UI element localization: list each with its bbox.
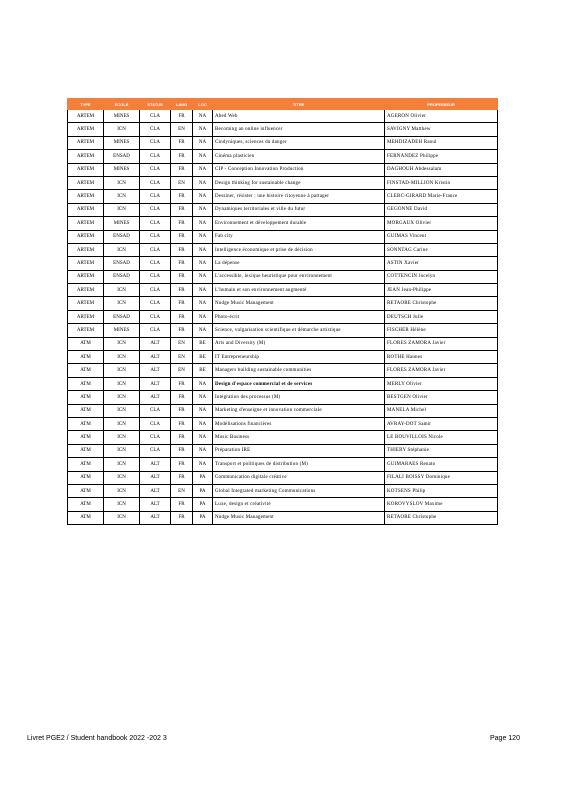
cell-type: ARTEM <box>68 123 104 136</box>
cell-ecole: ICN <box>104 471 140 484</box>
cell-lang: EN <box>171 484 193 497</box>
cell-lang: FR <box>171 391 193 404</box>
cell-titre: Design thinking for sustainable change <box>213 176 385 189</box>
footer-handbook-label: Livret PGE2 / Student handbook 2022 -202 3 <box>27 735 167 742</box>
cell-type: ATM <box>68 471 104 484</box>
cell-professeur: RETAORE Christophe <box>385 511 498 524</box>
cell-titre: Luxe, design et créativité <box>213 498 385 511</box>
cell-type: ATM <box>68 444 104 457</box>
cell-professeur: KOROVYSLOV Maxime <box>385 498 498 511</box>
cell-lang: FR <box>171 190 193 203</box>
cell-lang: EN <box>171 337 193 350</box>
cell-ecole: ENSAD <box>104 230 140 243</box>
cell-ecole: ICN <box>104 351 140 364</box>
course-table <box>67 98 498 525</box>
cell-titre: CIP - Conception Innovation Production <box>213 163 385 176</box>
table-row <box>68 270 498 283</box>
cell-loc: NA <box>193 297 213 310</box>
cell-ecole: ICN <box>104 284 140 297</box>
cell-ecole: ENSAD <box>104 310 140 323</box>
cell-type: ARTEM <box>68 136 104 149</box>
cell-type: ATM <box>68 498 104 511</box>
cell-ecole: ICN <box>104 391 140 404</box>
footer-page-number: Page 120 <box>490 735 520 742</box>
table-row <box>68 498 498 511</box>
cell-lang: EN <box>171 123 193 136</box>
cell-status: ALT <box>140 377 171 390</box>
cell-loc: NA <box>193 176 213 189</box>
cell-professeur: FINSTAD-MILLION Kristin <box>385 176 498 189</box>
table-row <box>68 190 498 203</box>
cell-loc: NA <box>193 391 213 404</box>
cell-loc: NA <box>193 203 213 216</box>
cell-loc: NA <box>193 163 213 176</box>
cell-type: ARTEM <box>68 203 104 216</box>
cell-loc: NA <box>193 284 213 297</box>
cell-type: ATM <box>68 458 104 471</box>
cell-ecole: MINES <box>104 324 140 337</box>
cell-lang: FR <box>171 203 193 216</box>
cell-status: CLA <box>140 404 171 417</box>
cell-professeur: LE BOUVILLOIS Nicole <box>385 431 498 444</box>
cell-titre: Intelligence économique et prise de décision <box>213 243 385 256</box>
cell-status: CLA <box>140 324 171 337</box>
cell-loc: NA <box>193 257 213 270</box>
cell-loc: NA <box>193 377 213 390</box>
table-row <box>68 458 498 471</box>
table-row <box>68 391 498 404</box>
cell-lang: FR <box>171 163 193 176</box>
cell-status: CLA <box>140 150 171 163</box>
cell-loc: PA <box>193 471 213 484</box>
cell-titre: Nudge Music Management <box>213 297 385 310</box>
cell-lang: FR <box>171 243 193 256</box>
cell-type: ARTEM <box>68 297 104 310</box>
cell-professeur: MEHDIZADEH Raoul <box>385 136 498 149</box>
cell-lang: FR <box>171 377 193 390</box>
table-row <box>68 431 498 444</box>
cell-type: ATM <box>68 364 104 377</box>
cell-ecole: ENSAD <box>104 150 140 163</box>
cell-titre: Dessiner, résister : une histoire citoyenne à partager <box>213 190 385 203</box>
cell-loc: NA <box>193 417 213 430</box>
cell-professeur: FERNANDEZ Philippe <box>385 150 498 163</box>
cell-ecole: ICN <box>104 190 140 203</box>
cell-type: ARTEM <box>68 257 104 270</box>
cell-ecole: ICN <box>104 404 140 417</box>
cell-titre: Managers building sustainable communities <box>213 364 385 377</box>
cell-ecole: ICN <box>104 417 140 430</box>
cell-titre: Préparation IRE <box>213 444 385 457</box>
cell-professeur: KOTSENS Philip <box>385 484 498 497</box>
cell-lang: EN <box>171 364 193 377</box>
cell-ecole: ICN <box>104 511 140 524</box>
table-row <box>68 150 498 163</box>
cell-titre: Design d'espace commercial et de services <box>213 377 385 390</box>
cell-type: ARTEM <box>68 310 104 323</box>
cell-type: ATM <box>68 417 104 430</box>
cell-status: CLA <box>140 243 171 256</box>
table-row <box>68 337 498 350</box>
cell-status: ALT <box>140 458 171 471</box>
cell-type: ATM <box>68 404 104 417</box>
cell-professeur: FISCHER Hélène <box>385 324 498 337</box>
table-row <box>68 123 498 136</box>
cell-loc: NA <box>193 270 213 283</box>
cell-ecole: ICN <box>104 458 140 471</box>
cell-status: CLA <box>140 203 171 216</box>
cell-titre: Environnement et développement durable <box>213 217 385 230</box>
cell-titre: Nudge Music Management <box>213 511 385 524</box>
cell-status: CLA <box>140 176 171 189</box>
cell-professeur: ROTHE Hannes <box>385 351 498 364</box>
cell-type: ATM <box>68 431 104 444</box>
cell-ecole: ICN <box>104 377 140 390</box>
cell-professeur: DAGHOUH Abdessalam <box>385 163 498 176</box>
cell-type: ARTEM <box>68 176 104 189</box>
cell-status: ALT <box>140 337 171 350</box>
table-row <box>68 364 498 377</box>
cell-status: CLA <box>140 257 171 270</box>
cell-titre: Cindyniques, sciences du danger <box>213 136 385 149</box>
cell-loc: BE <box>193 364 213 377</box>
cell-type: ATM <box>68 337 104 350</box>
cell-professeur: THIERY Stéphanie <box>385 444 498 457</box>
cell-lang: FR <box>171 270 193 283</box>
cell-titre: Becoming an online influencer <box>213 123 385 136</box>
cell-lang: FR <box>171 230 193 243</box>
cell-lang: FR <box>171 150 193 163</box>
cell-titre: Fab city <box>213 230 385 243</box>
table-row <box>68 377 498 390</box>
cell-type: ARTEM <box>68 150 104 163</box>
cell-ecole: MINES <box>104 136 140 149</box>
cell-titre: Marketing d'enseigne et innovation commerciale <box>213 404 385 417</box>
cell-status: CLA <box>140 270 171 283</box>
cell-status: CLA <box>140 310 171 323</box>
table-row <box>68 310 498 323</box>
cell-status: CLA <box>140 217 171 230</box>
cell-professeur: RETAORE Christophe <box>385 297 498 310</box>
cell-lang: EN <box>171 351 193 364</box>
cell-lang: FR <box>171 297 193 310</box>
cell-status: CLA <box>140 444 171 457</box>
cell-status: CLA <box>140 284 171 297</box>
cell-lang: FR <box>171 417 193 430</box>
header-titre: TITRE <box>213 99 385 110</box>
cell-professeur: GUIMARAES Renato <box>385 458 498 471</box>
table-row <box>68 110 498 123</box>
cell-ecole: ICN <box>104 498 140 511</box>
table-row <box>68 444 498 457</box>
table-row <box>68 176 498 189</box>
cell-lang: EN <box>171 176 193 189</box>
cell-type: ARTEM <box>68 243 104 256</box>
cell-loc: NA <box>193 444 213 457</box>
cell-ecole: ICN <box>104 243 140 256</box>
cell-professeur: CLERC-GIRARD Marie-France <box>385 190 498 203</box>
cell-professeur: MORGAUX Olivier <box>385 217 498 230</box>
cell-loc: NA <box>193 123 213 136</box>
cell-lang: FR <box>171 511 193 524</box>
cell-type: ATM <box>68 351 104 364</box>
header-professeur: PROFESSEUR <box>385 99 498 110</box>
cell-status: ALT <box>140 391 171 404</box>
cell-type: ARTEM <box>68 110 104 123</box>
cell-loc: NA <box>193 230 213 243</box>
cell-status: CLA <box>140 417 171 430</box>
cell-lang: FR <box>171 324 193 337</box>
cell-titre: Modélisations financières <box>213 417 385 430</box>
cell-titre: Global Integrated marketing Communications <box>213 484 385 497</box>
cell-status: CLA <box>140 431 171 444</box>
cell-status: ALT <box>140 471 171 484</box>
table-row <box>68 217 498 230</box>
cell-professeur: SONNTAG Carine <box>385 243 498 256</box>
cell-status: ALT <box>140 364 171 377</box>
cell-status: CLA <box>140 297 171 310</box>
cell-ecole: ICN <box>104 364 140 377</box>
cell-lang: FR <box>171 404 193 417</box>
cell-loc: NA <box>193 243 213 256</box>
table-row <box>68 203 498 216</box>
cell-ecole: ICN <box>104 444 140 457</box>
table-row <box>68 484 498 497</box>
cell-professeur: FLORES ZAMORA Javier <box>385 337 498 350</box>
cell-loc: NA <box>193 310 213 323</box>
cell-titre: IT Entrepreneurship <box>213 351 385 364</box>
cell-status: CLA <box>140 163 171 176</box>
cell-status: ALT <box>140 351 171 364</box>
cell-loc: NA <box>193 404 213 417</box>
cell-type: ARTEM <box>68 324 104 337</box>
table-row <box>68 471 498 484</box>
header-type: TYPE <box>68 99 104 110</box>
cell-type: ARTEM <box>68 190 104 203</box>
cell-status: CLA <box>140 110 171 123</box>
cell-loc: NA <box>193 110 213 123</box>
cell-loc: NA <box>193 431 213 444</box>
cell-professeur: ASTIN Xavier <box>385 257 498 270</box>
cell-ecole: MINES <box>104 163 140 176</box>
cell-ecole: ICN <box>104 203 140 216</box>
cell-type: ARTEM <box>68 270 104 283</box>
cell-type: ATM <box>68 484 104 497</box>
cell-ecole: MINES <box>104 110 140 123</box>
cell-titre: Intégration des processus (M) <box>213 391 385 404</box>
cell-type: ARTEM <box>68 217 104 230</box>
cell-titre: Music Business <box>213 431 385 444</box>
cell-status: CLA <box>140 230 171 243</box>
cell-titre: Communication digitale créative <box>213 471 385 484</box>
cell-loc: NA <box>193 136 213 149</box>
table-header-row <box>68 99 498 110</box>
cell-lang: FR <box>171 284 193 297</box>
cell-ecole: MINES <box>104 217 140 230</box>
table-row <box>68 351 498 364</box>
cell-lang: FR <box>171 458 193 471</box>
cell-lang: FR <box>171 471 193 484</box>
cell-professeur: GEGONNE David <box>385 203 498 216</box>
cell-titre: Arts and Diversity (M) <box>213 337 385 350</box>
cell-type: ATM <box>68 377 104 390</box>
cell-ecole: ICN <box>104 484 140 497</box>
cell-titre: L'humain et son environnement augmenté <box>213 284 385 297</box>
cell-loc: NA <box>193 150 213 163</box>
cell-status: ALT <box>140 498 171 511</box>
table-row <box>68 284 498 297</box>
cell-loc: BE <box>193 337 213 350</box>
cell-lang: FR <box>171 498 193 511</box>
cell-ecole: ICN <box>104 123 140 136</box>
cell-status: ALT <box>140 484 171 497</box>
table-row <box>68 243 498 256</box>
cell-professeur: BESTGEN Olivier <box>385 391 498 404</box>
header-ecole: ECOLE <box>104 99 140 110</box>
table-row <box>68 163 498 176</box>
cell-loc: BE <box>193 351 213 364</box>
cell-titre: Photo-écrit <box>213 310 385 323</box>
table-row <box>68 297 498 310</box>
cell-loc: NA <box>193 217 213 230</box>
cell-professeur: DEUTSCH Julie <box>385 310 498 323</box>
table-row <box>68 511 498 524</box>
cell-status: CLA <box>140 190 171 203</box>
cell-titre: Transport et politiques de distribution (M) <box>213 458 385 471</box>
cell-type: ARTEM <box>68 284 104 297</box>
cell-professeur: MANELA Michel <box>385 404 498 417</box>
table-row <box>68 324 498 337</box>
cell-titre: Dynamiques territoriales et ville du futur <box>213 203 385 216</box>
cell-titre: Cinéma plasticien <box>213 150 385 163</box>
cell-lang: FR <box>171 431 193 444</box>
cell-professeur: MERLY Olivier <box>385 377 498 390</box>
cell-status: ALT <box>140 511 171 524</box>
header-loc: LOC <box>193 99 213 110</box>
cell-ecole: ICN <box>104 176 140 189</box>
cell-type: ARTEM <box>68 230 104 243</box>
table-row <box>68 230 498 243</box>
header-status: STATUS <box>140 99 171 110</box>
header-lang: LANG <box>171 99 193 110</box>
cell-type: ATM <box>68 391 104 404</box>
cell-loc: NA <box>193 324 213 337</box>
cell-loc: PA <box>193 484 213 497</box>
cell-lang: FR <box>171 444 193 457</box>
table-row <box>68 417 498 430</box>
cell-professeur: FLORES ZAMORA Javier <box>385 364 498 377</box>
cell-titre: Science, vulgarisation scientifique et démarche artistique <box>213 324 385 337</box>
table-row <box>68 136 498 149</box>
cell-ecole: ICN <box>104 431 140 444</box>
cell-titre: Abed Web <box>213 110 385 123</box>
cell-status: CLA <box>140 136 171 149</box>
cell-type: ARTEM <box>68 163 104 176</box>
cell-ecole: ENSAD <box>104 257 140 270</box>
cell-lang: FR <box>171 257 193 270</box>
table-body <box>68 110 498 525</box>
cell-type: ATM <box>68 511 104 524</box>
cell-ecole: ENSAD <box>104 270 140 283</box>
table-row <box>68 257 498 270</box>
cell-titre: L'accessible, lexique heuristique pour environnement <box>213 270 385 283</box>
cell-professeur: AGERON Olivier <box>385 110 498 123</box>
cell-status: CLA <box>140 123 171 136</box>
cell-loc: NA <box>193 190 213 203</box>
cell-loc: PA <box>193 511 213 524</box>
cell-professeur: GUIMAS Vincent <box>385 230 498 243</box>
cell-ecole: ICN <box>104 297 140 310</box>
cell-professeur: SAVIGNY Matthew <box>385 123 498 136</box>
cell-lang: FR <box>171 136 193 149</box>
cell-lang: FR <box>171 110 193 123</box>
cell-loc: PA <box>193 498 213 511</box>
cell-professeur: FILALI BOISSY Dominique <box>385 471 498 484</box>
cell-professeur: COTTENCIN Jocelyn <box>385 270 498 283</box>
cell-titre: La dépense <box>213 257 385 270</box>
cell-loc: NA <box>193 458 213 471</box>
cell-professeur: JEAN Jean-Philippe <box>385 284 498 297</box>
cell-ecole: ICN <box>104 337 140 350</box>
cell-lang: FR <box>171 217 193 230</box>
cell-lang: FR <box>171 310 193 323</box>
table-row <box>68 404 498 417</box>
cell-professeur: AVRAY-DOT Samir <box>385 417 498 430</box>
